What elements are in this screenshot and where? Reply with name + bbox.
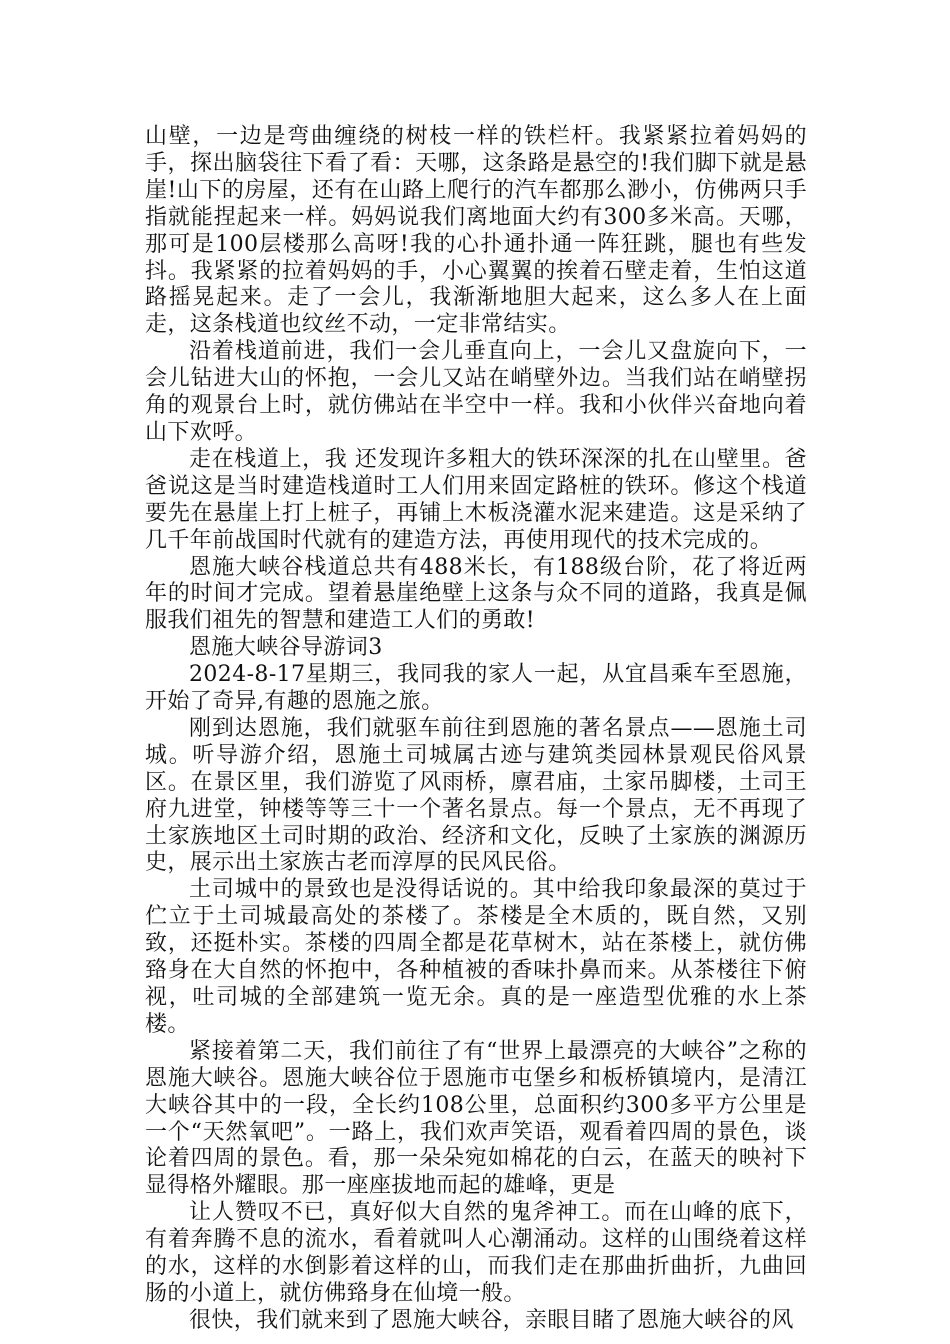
- document-body: [145, 124, 807, 1335]
- paragraph-plank-road-length: 恩施大峡谷栈道总共有488米长，有188级台阶，花了将近两年的时间才完成。望着悬崖绝壁上这条与众不同的道路，我真是佩服我们祖先的智慧和建造工人们的勇敢!: [145, 554, 807, 634]
- paragraph-mountains-water: 让人赞叹不已，真好似大自然的鬼斧神工。而在山峰的底下，有着奔腾不息的流水，看着就叫人心潮涌动。这样的山围绕着这样的水，这样的水倒影着这样的山，而我们走在那曲折曲折，九曲回肠的小道上，就仿佛臵身在仙境一般。: [145, 1200, 807, 1306]
- paragraph-grand-canyon: 紧接着第二天，我们前往了有“世界上最漂亮的大峡谷”之称的恩施大峡谷。恩施大峡谷位于恩施市屯堡乡和板桥镇境内，是清江大峡谷其中的一段，全长约108公里，总面积约300多平方公里是一个“天然氧吧”。一路上，我们欢声笑语，观看着四周的景色，谈论着四周的景色。看，那一朵朵宛如棉花的白云，在蓝天的映衬下显得格外耀眼。那一座座拔地而起的雄峰，更是: [145, 1038, 807, 1199]
- paragraph-plank-road-fear: 山壁，一边是弯曲缠绕的树枝一样的铁栏杆。我紧紧拉着妈妈的手，探出脑袋往下看了看：天哪，这条路是悬空的!我们脚下就是悬崖!山下的房屋，还有在山路上爬行的汽车都那么渺小，仿佛两只手指就能捏起来一样。妈妈说我们离地面大约有300多米高。天哪，那可是100层楼那么高呀!我的心扑通扑通一阵狂跳，腿也有些发抖。我紧紧的拉着妈妈的手，小心翼翼的挨着石壁走着，生怕这道路摇晃起来。走了一会儿，我渐渐地胆大起来，这么多人在上面走，这条栈道也纹丝不动，一定非常结实。: [145, 124, 807, 338]
- paragraph-teahouse: 土司城中的景致也是没得话说的。其中给我印象最深的莫过于伫立于土司城最高处的茶楼了。茶楼是全木质的，既自然，又别致，还挺朴实。茶楼的四周全都是花草树木，站在茶楼上，就仿佛臵身在大自然的怀抱中，各种植被的香味扑鼻而来。从茶楼往下俯视，吐司城的全部建筑一览无余。真的是一座造型优雅的水上茶楼。: [145, 877, 807, 1037]
- paragraph-arrival: 很快，我们就来到了恩施大峡谷，亲眼目睹了恩施大峡谷的风: [189, 1307, 794, 1333]
- section-heading: 恩施大峡谷导游词3: [189, 635, 383, 661]
- paragraph-iron-rings: 走在栈道上，我 还发现许多粗大的铁环深深的扎在山壁里。爸爸说这是当时建造栈道时工人们用来固定路桩的铁环。修这个栈道要先在悬崖上打上桩子，再铺上木板浇灌水泥来建造。这是采纳了几千年前战国时代就有的建造方法，再使用现代的技术完成的。: [145, 446, 807, 553]
- paragraph-tusi-city: 刚到达恩施，我们就驱车前往到恩施的著名景点——恩施土司城。听导游介绍，恩施土司城属古迹与建筑类园林景观民俗风景区。在景区里，我们游览了风雨桥，廪君庙，土家吊脚楼，土司王府九进堂，钟楼等等三十一个著名景点。每一个景点，无不再现了土家族地区土司时期的政治、经济和文化，反映了土家族的渊源历史，展示出土家族古老而淳厚的民风民俗。: [145, 715, 807, 876]
- paragraph-trip-start: 2024-8-17星期三，我同我的家人一起，从宜昌乘车至恩施，开始了奇异,有趣的恩施之旅。: [145, 662, 807, 715]
- paragraph-along-plank-road: 沿着栈道前进，我们一会儿垂直向上，一会儿又盘旋向下，一会儿钻进大山的怀抱，一会儿又站在峭壁外边。当我们站在峭壁拐角的观景台上时，就仿佛站在半空中一样。我和小伙伴兴奋地向着山下欢呼。: [145, 339, 807, 445]
